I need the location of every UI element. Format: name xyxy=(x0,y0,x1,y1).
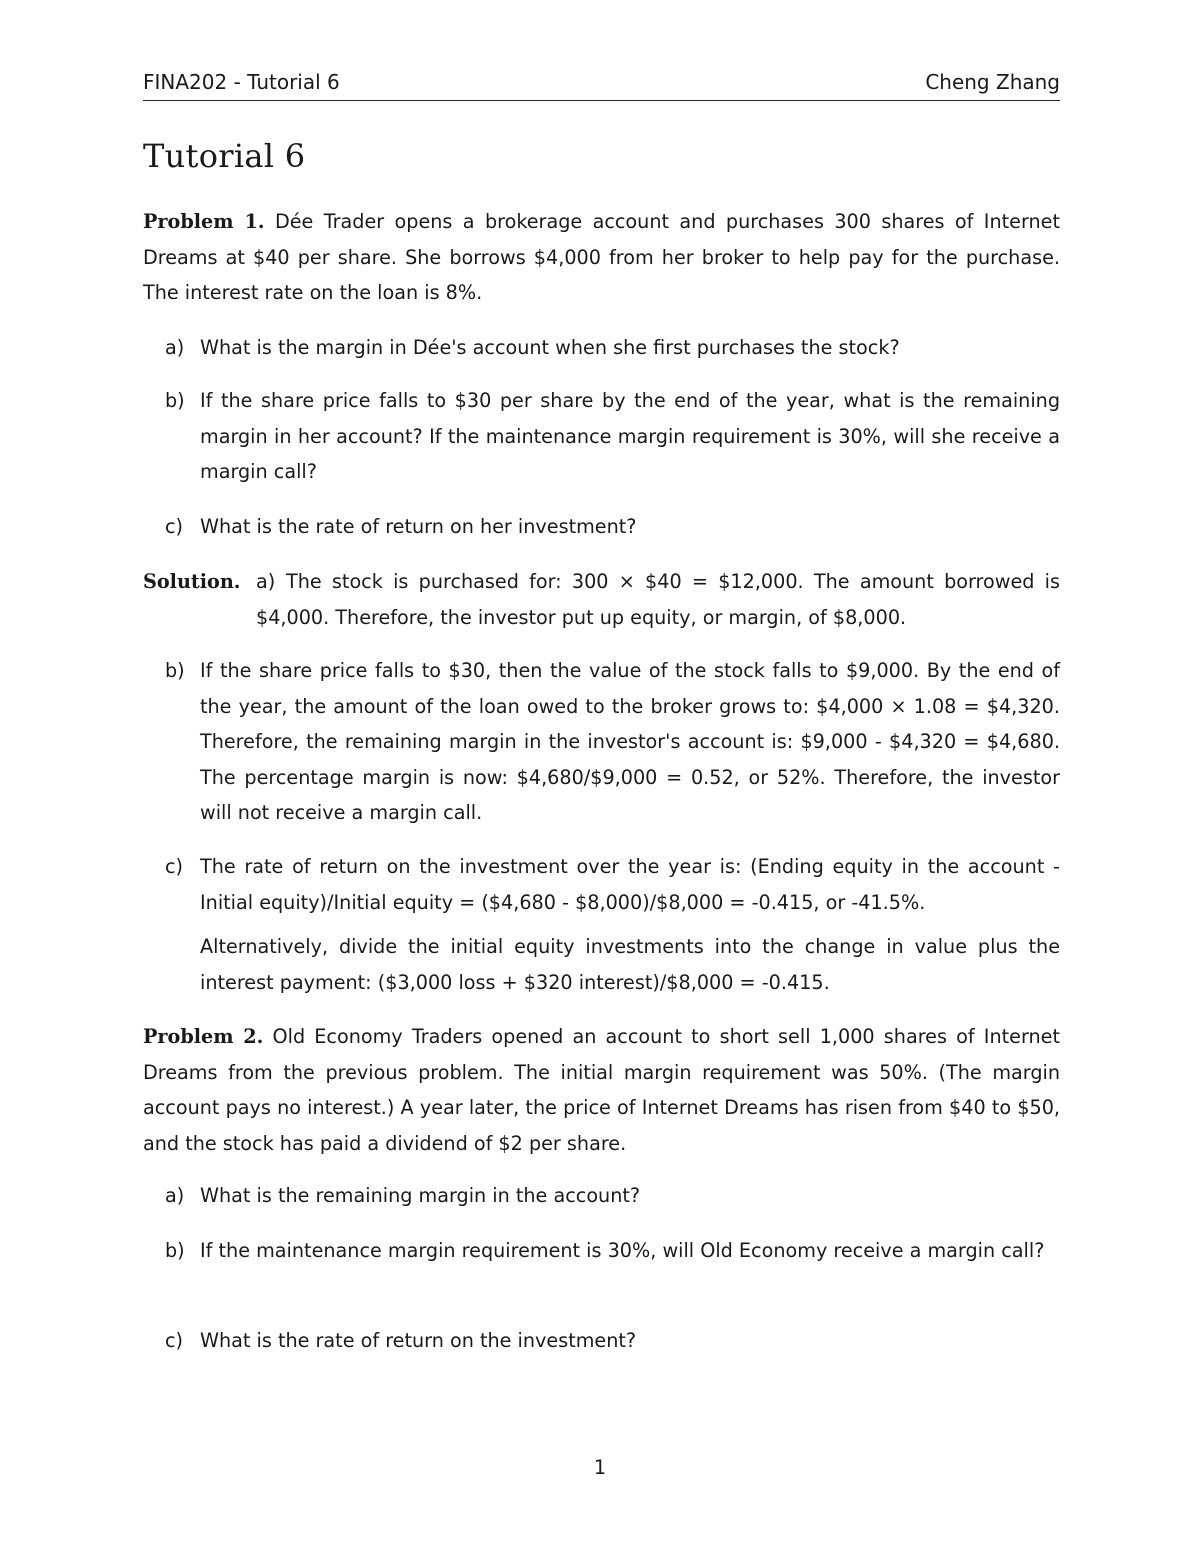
solution-part-c xyxy=(143,849,1060,920)
problem-1-text: Dée Trader opens a brokerage account and purchases 300 shares of Internet Dreams at $40 per share. She borrows $4,000 from her broker to help pay for the purchase. The interest rate on the loan is 8%. xyxy=(143,210,1060,304)
question-label: c) xyxy=(165,1329,184,1352)
solution-a-body: The stock is purchased for: 300 × $40 = $12,000. The amount borrowed is $4,000. Therefore, the investor put up equity, or margin, of $8,000. xyxy=(256,570,1060,629)
problem-2-question-b xyxy=(143,1233,1060,1269)
problem-1-question-b xyxy=(143,383,1060,490)
problem-1-question-a xyxy=(143,330,1060,366)
page-header xyxy=(143,70,1060,101)
page-number: 1 xyxy=(593,1456,607,1479)
solution-label: Solution. xyxy=(143,570,241,593)
problem-2-label: Problem 2. xyxy=(143,1025,264,1048)
solution-part-b xyxy=(143,653,1060,831)
question-label: b) xyxy=(165,389,185,412)
problem-1 xyxy=(143,204,1060,311)
problem-2-question-c xyxy=(143,1323,1060,1359)
problem-2 xyxy=(143,1019,1060,1161)
question-text: What is the rate of return on her investment? xyxy=(200,515,637,538)
solution-part-c-alternative xyxy=(143,929,1060,1000)
question-text: What is the remaining margin in the account? xyxy=(200,1184,641,1207)
problem-2-question-a xyxy=(143,1178,1060,1214)
solution-part-label: b) xyxy=(165,659,185,682)
question-label: b) xyxy=(165,1239,185,1262)
document-title: Tutorial 6 xyxy=(143,137,306,175)
question-label: a) xyxy=(165,336,185,359)
question-label: c) xyxy=(165,515,184,538)
solution-alternative-text: Alternatively, divide the initial equity investments into the change in value plus the interest payment: ($3,000 loss + $320 interest)/$8,000 = -0.415. xyxy=(200,935,1060,994)
question-text: What is the rate of return on the investment? xyxy=(200,1329,637,1352)
problem-1-label: Problem 1. xyxy=(143,210,265,233)
solution-part-text xyxy=(256,564,1060,635)
question-text: If the maintenance margin requirement is 30%, will Old Economy receive a margin call? xyxy=(200,1239,1045,1262)
solution-part-a xyxy=(256,564,1060,635)
question-label: a) xyxy=(165,1184,185,1207)
solution-part-text: If the share price falls to $30, then the value of the stock falls to $9,000. By the end of the year, the amount of the loan owed to the broker grows to: $4,000 × 1.08 = $4,320. Therefore, the remaining margin in the investor's account is: $9,000 - $4,320 = $4,680. The percentage margin is now: $4,680/$9,000 = 0.52, or 52%. Therefore, the investor will not receive a margin call. xyxy=(200,659,1060,824)
problem-2-text: Old Economy Traders opened an account to short sell 1,000 shares of Internet Dreams from the previous problem. The initial margin requirement was 50%. (The margin account pays no interest.) A year later, the price of Internet Dreams has risen from $40 to $50, and the stock has paid a dividend of $2 per share. xyxy=(143,1025,1060,1155)
question-text: If the share price falls to $30 per share by the end of the year, what is the remaining margin in her account? If the maintenance margin requirement is 30%, will she receive a margin call? xyxy=(200,389,1060,483)
solution-part-label: a) xyxy=(256,570,276,593)
course-title: FINA202 - Tutorial 6 xyxy=(143,70,340,94)
solution-part-text: The rate of return on the investment over the year is: (Ending equity in the account - Initial equity)/Initial equity = ($4,680 - $8,000)/$8,000 = -0.415, or -41.5%. xyxy=(200,855,1060,914)
solution-part-label: c) xyxy=(165,855,184,878)
problem-1-question-c xyxy=(143,509,1060,545)
question-text: What is the margin in Dée's account when she first purchases the stock? xyxy=(200,336,900,359)
author-name: Cheng Zhang xyxy=(925,70,1060,94)
